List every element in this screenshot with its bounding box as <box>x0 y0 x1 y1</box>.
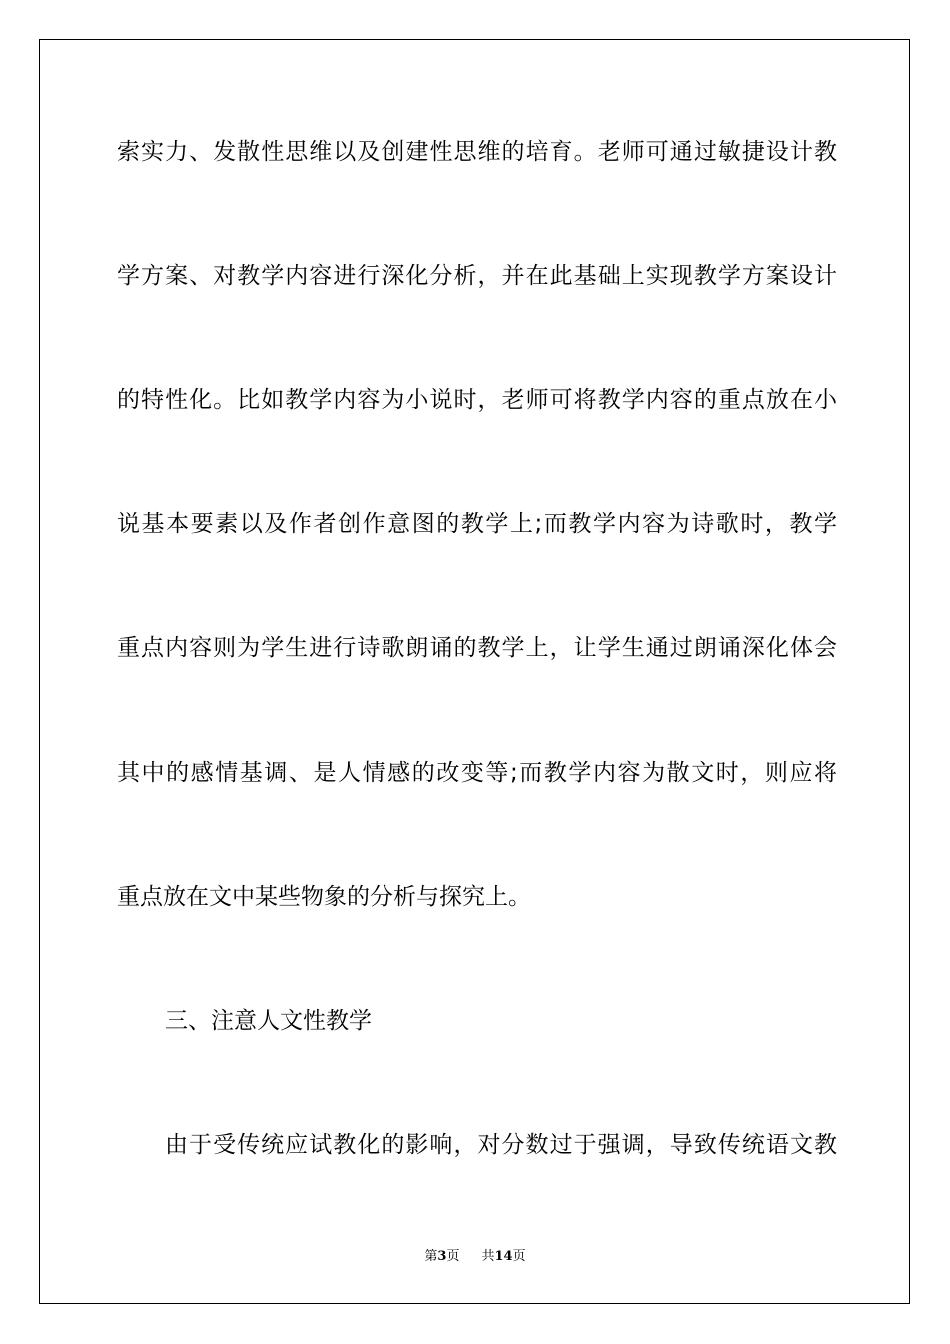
body-line-1: 索实力、发散性思维以及创建性思维的培育。老师可通过敏捷设计教 <box>117 139 837 165</box>
footer-page-suffix: 页 <box>446 1249 460 1264</box>
footer-total-number: 14 <box>494 1249 513 1264</box>
section-heading: 三、注意人文性教学 <box>165 1008 372 1034</box>
footer-page-number: 3 <box>437 1249 447 1264</box>
body-line-7: 重点放在文中某些物象的分析与探究上。 <box>117 884 531 910</box>
paragraph-first-line: 由于受传统应试教化的影响，对分数过于强调，导致传统语文教 <box>165 1132 837 1158</box>
footer-total-prefix: 共 <box>481 1249 495 1264</box>
body-line-2: 学方案、对教学内容进行深化分析，并在此基础上实现教学方案设计 <box>117 263 837 289</box>
body-line-5: 重点内容则为学生进行诗歌朗诵的教学上，让学生通过朗诵深化体会 <box>117 635 837 661</box>
page-border <box>39 39 910 1304</box>
body-line-3: 的特性化。比如教学内容为小说时，老师可将教学内容的重点放在小 <box>117 387 837 413</box>
footer-page-prefix: 第 <box>424 1249 438 1264</box>
body-line-4: 说基本要素以及作者创作意图的教学上;而教学内容为诗歌时，教学 <box>117 511 837 537</box>
body-line-6: 其中的感情基调、是人情感的改变等;而教学内容为散文时，则应将 <box>117 760 837 786</box>
footer-total-suffix: 页 <box>512 1249 526 1264</box>
page-footer <box>0 1248 950 1266</box>
